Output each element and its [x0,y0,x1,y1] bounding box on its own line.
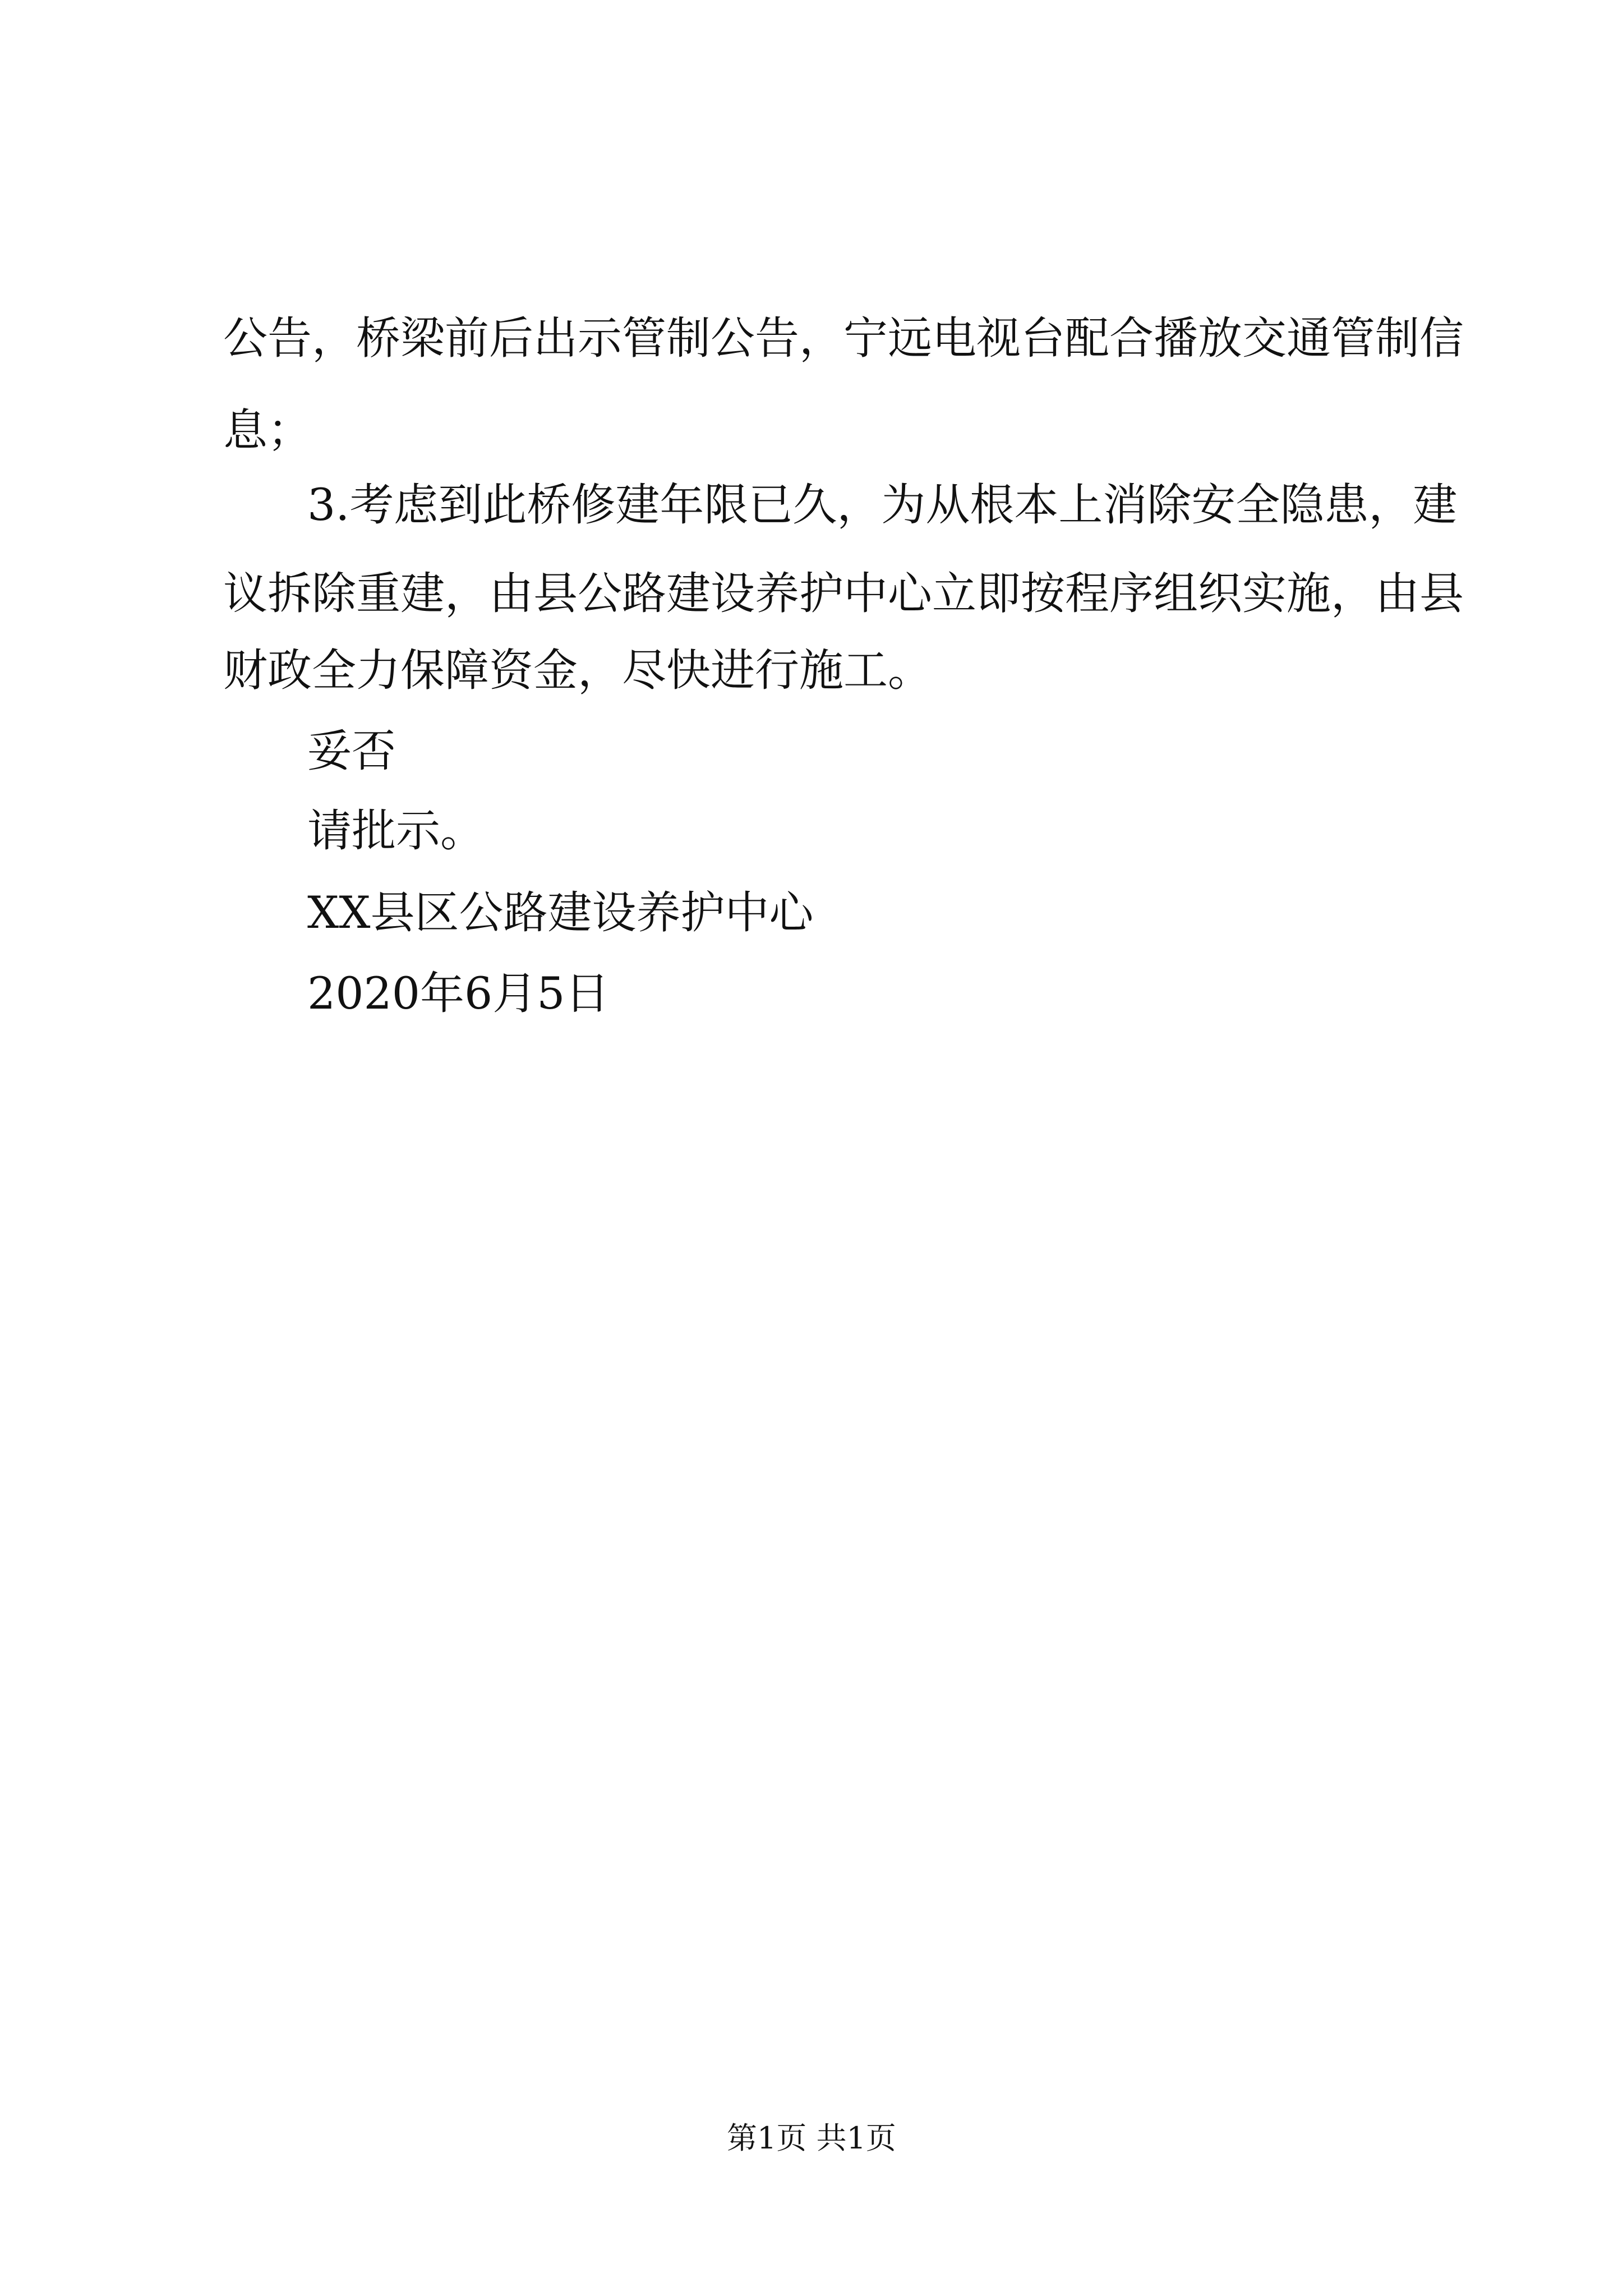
closing-request: 妥否 [307,725,396,777]
closing-instruction: 请批示。 [307,805,485,857]
document-date: 2020年6月5日 [307,968,610,1019]
page-number-footer: 第1页 共1页 [727,2120,896,2156]
paragraph-3-line-1: 3.考虑到此桥修建年限已久，为从根本上消除安全隐患，建 [307,479,1458,531]
paragraph-3-line-2: 议拆除重建，由县公路建设养护中心立即按程序组织实施，由县 [223,568,1464,619]
paragraph-line-1: 公告，桥梁前后出示管制公告，宁远电视台配合播放交通管制信 [223,312,1464,364]
paragraph-line-2: 息； [223,404,312,456]
sender-organization: XX县区公路建设养护中心 [307,887,814,938]
paragraph-3-line-3: 财政全力保障资金，尽快进行施工。 [223,645,932,696]
